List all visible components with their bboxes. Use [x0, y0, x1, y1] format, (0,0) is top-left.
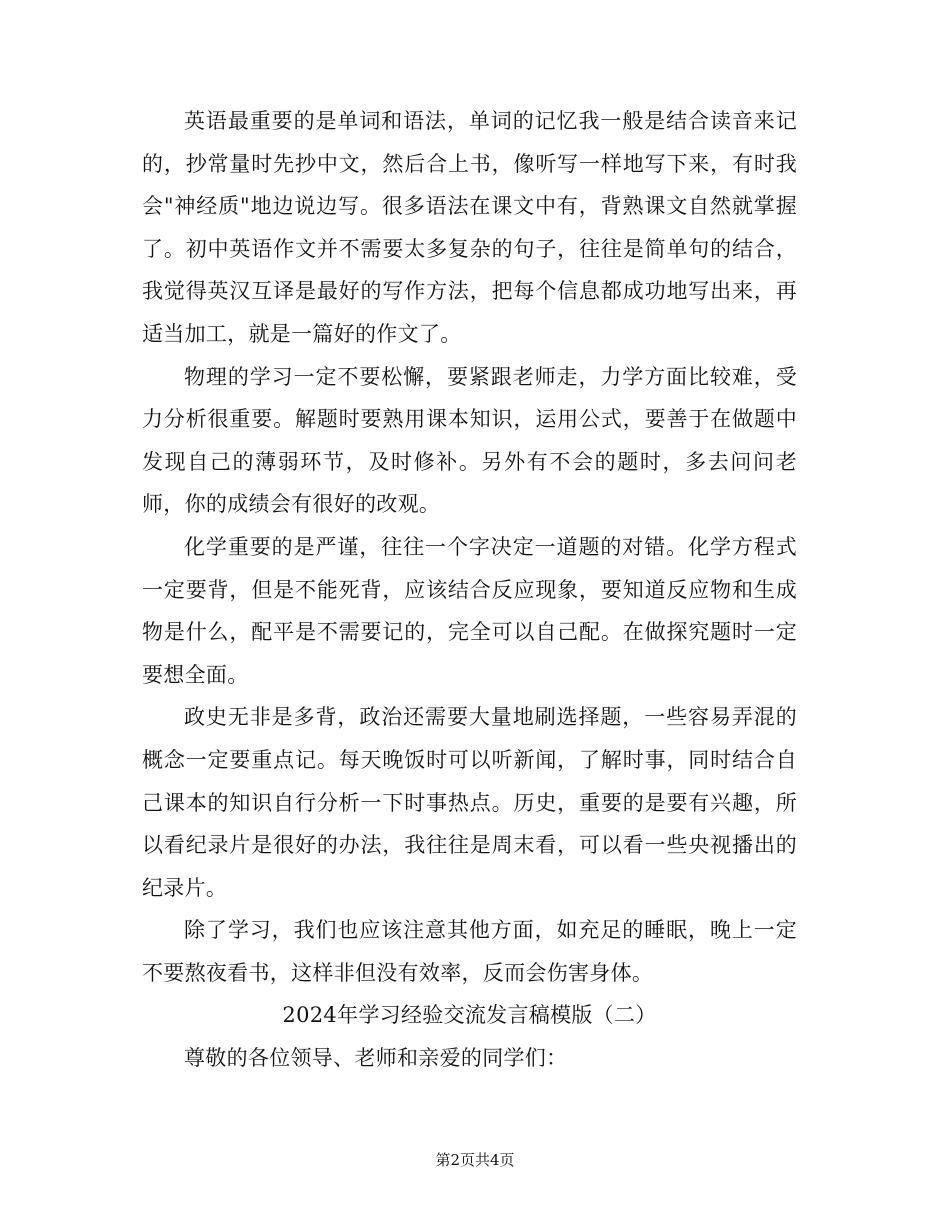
paragraph-health: 除了学习，我们也应该注意其他方面，如充足的睡眠，晚上一定不要熬夜看书，这样非但没有效率，反而会伤害身体。	[142, 918, 797, 985]
page-number: 第2页共4页	[435, 1151, 515, 1169]
paragraph-physics: 物理的学习一定不要松懈，要紧跟老师走，力学方面比较难，受力分析很重要。解题时要熟用课本知识，运用公式，要善于在做题中发现自己的薄弱环节，及时修补。另外有不会的题时，多去问问老师，你的成绩会有很好的改观。	[142, 364, 797, 517]
document-body	[142, 100, 797, 1080]
paragraph-english: 英语最重要的是单词和语法，单词的记忆我一般是结合读音来记的，抄常量时先抄中文，然后合上书，像听写一样地写下来，有时我会"神经质"地边说边写。很多语法在课文中有，背熟课文自然就掌握了。初中英语作文并不需要太多复杂的句子，往往是简单句的结合，我觉得英汉互译是最好的写作方法，把每个信息都成功地写出来，再适当加工，就是一篇好的作文了。	[142, 109, 797, 346]
section-heading: 2024年学习经验交流发言稿模版（二）	[282, 1003, 657, 1028]
paragraph-chemistry: 化学重要的是严谨，往往一个字决定一道题的对错。化学方程式一定要背，但是不能死背，应该结合反应现象，要知道反应物和生成物是什么，配平是不需要记的，完全可以自己配。在做探究题时一定要想全面。	[142, 534, 797, 687]
greeting-line: 尊敬的各位领导、老师和亲爱的同学们：	[184, 1046, 568, 1071]
paragraph-politics-history: 政史无非是多背，政治还需要大量地刷选择题，一些容易弄混的概念一定要重点记。每天晚饭时可以听新闻，了解时事，同时结合自己课本的知识自行分析一下时事热点。历史，重要的是要有兴趣，所以看纪录片是很好的办法，我往往是周末看，可以看一些央视播出的纪录片。	[142, 705, 797, 900]
